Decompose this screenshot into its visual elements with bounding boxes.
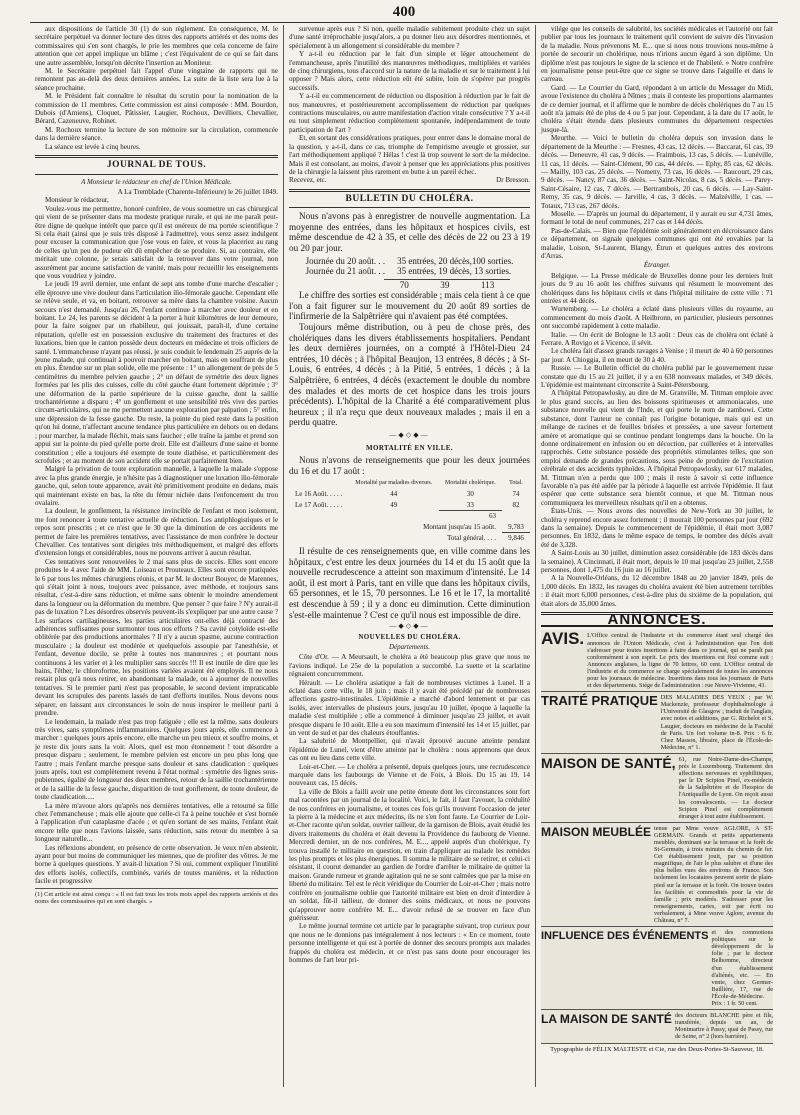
- section-rule: [35, 174, 278, 175]
- mortalite-diverses: 44: [390, 489, 398, 498]
- mortalite-date: Le 17 Août. . . . .: [295, 500, 343, 509]
- letter-paragraph: Voulez-vous me permettre, honoré confrère, de vous soumettre un cas chirurgical qui vient de se présenter dans ma modeste pratique rurale, et qui ne me paraît peut-être digne de quelque intérêt que parce qu'il est onéreux de ma portée scientifique ? Si cela était (ainsi que je suis très disposé à l'admettre), vous serez assez indulgent pour excuser la communication que j'ose vous en faire, et vous la placeriez au rang de celles qu'un peu de pudeur eût dû empêcher de se produire. Si, au contraire, elle méritait une colonne, je serais satisfait de la retrouver dans votre journal, non assurément par aucune satisfaction de vanité, mais pour recueillir les enseignements que vous voudriez y joindre.: [35, 204, 278, 280]
- annonces-section: [541, 630, 773, 1043]
- mortalite-subtotal: 63: [439, 511, 502, 522]
- ad-title: MAISON DE SANTÉ,: [541, 754, 676, 771]
- mortalite-intro: Nous n'avons de renseignements que pour les deux journées du 16 et du 17 août :: [289, 455, 530, 476]
- column-3: [535, 25, 778, 1087]
- seance-paragraph: M. le Président fait connaître le résultat du scrutin pour la nomination de la commission de 11 membres. Cette commission est ainsi composée : MM. Bourdon, Dubois (d'Amiens), Cloquet, Pâtissier, Laugier, Rochoux, Devilliers, Chevallier, Bérard, Cazeneuve, Robinet.: [35, 92, 278, 126]
- ad-influence-evenements: [541, 927, 773, 1010]
- letter-continued-paragraph: Y a-t-il eu réduction par le fait d'un simple et léger attouchement de l'emmancheuse, après l'inutilité des manœuvres méthodiques, multipliées et variées de cinq chirurgiens, tous d'accord sur la nature de la maladie et sur le traitement à lui opposer ? Mais alors, cette réduction eût été subite, loin de s'opérer par progrès successifs.: [289, 50, 530, 92]
- journee-row: [300, 256, 520, 267]
- nouvelles-paragraph: Le même journal termine cet article par le paragraphe suivant, trop curieux pour que nous ne le donnions pas intégralement à nos lecteurs : « En ce moment, toute personne intelligente et qui est à portée de donner des secours prompts aux malades frappés du choléra est médecin, et ce n'est pas sans doute pour encourager les hommes de l'art leur pri-: [289, 922, 530, 964]
- seance-paragraph: M. Rochoux termine la lecture de son mémoire sur la circulation, commencée dans la dernière séance.: [35, 125, 278, 143]
- etranger-paragraph: A Saint-Louis au 30 juillet, diminution assez considérable (de 183 décès dans la semaine). A Cincinnati, il était mort, depuis le 10 mai jusqu'au 23 juillet, 2,558 personnes, dont 1,475 du 16 juin au 16 juillet.: [541, 549, 773, 574]
- etranger-paragraph: Wurtemberg. — Le choléra a éclaté dans plusieurs villes du royaume, au commencement du mois d'août. A Heilbronn, en particulier, plusieurs personnes ont succombé rapidement à cette maladie.: [541, 305, 773, 331]
- nouvelles-paragraph: Hérault. — Le choléra asiatique a fait de nombreuses victimes à Lunel. Il a éclaté dans cette ville, le 18 juin ; mais il y avait été précédé par de nombreuses affections gastro-intestinales. L'épidémie a marché d'abord lentement et par cas isolés, avec intervalles de plusieurs jours, jusqu'au 10 juillet, époque à laquelle la maladie s'est multipliée ; elle a commencé à diminuer jusqu'au 23 juillet, et avait presque disparu le 10 août. Elle a eu son maximum d'intensité les 14 et 15 juillet, par un vent de sud et par des chaleurs étouffantes.: [289, 678, 530, 737]
- mortalite-cholerique: 30: [466, 489, 474, 498]
- ad-maison-de-sante: [541, 754, 773, 823]
- journee-total-sorties: 113: [480, 279, 495, 290]
- section-rule: [35, 155, 278, 158]
- letter-continued-paragraph: Y a-t-il eu commencement de réduction ou disposition à réduction par le fait de nos manœuvres, et postérieurement accomplissement de réduction par quelques contractions musculaires, ou autre manifestation d'action vitale consécutive ? Y a-t-il eu tout simplement réduction complètement spontanée, indépendamment de toute participation de l'art ?: [289, 92, 530, 134]
- letter-paragraph: La douleur, le gonflement, la résistance invincible de l'enfant et mon isolement, me font renoncer à toute tentative actuelle de réduction. Les antiphlogistiques et le repos sont prescrits ; et ce n'est que le 30 que la diminution de ces accidents me permet de faire les premières tentatives, avec l'assistance de mon confrère le docteur Chevallier. Ces tentatives sont dirigées très méthodiquement, et malgré des efforts d'extension longs et considérables, nous ne pouvons arriver à aucun résultat.: [35, 507, 278, 558]
- top-rule: [30, 22, 778, 23]
- mortalite-header: Total.: [509, 480, 523, 487]
- ad-body: L'Office central de l'industrie et du commerce étant seul chargé des annonces de l'Union Médicale, c'est à l'administration que l'on doit s'adresser pour toutes insertions à faire dans ce journal, qui ne paraît pas conformément à son esprit. Le prix des insertions est fixé comme suit : Annonces anglaises, la ligne de 70 lettres, 60 cent. L'Office central de l'industrie et du commerce se charge spécialement de toutes les annonces pour les journaux de médecine. Insertions dans tous les journaux de Paris et des départements. Siége de l'administration : rue Neuve-Vivienne, 43.: [587, 632, 773, 690]
- mortalite-general-row: [289, 533, 530, 544]
- journee-total-entrees: 70: [399, 279, 409, 290]
- nouvelles-paragraph: La ville de Blois a failli avoir une petite émeute dont les circonstances sont fort mal racontées par un journal de la localité. Voici, le fait, il faut l'avouer, la crédulité de nos confrères en journalisme, et toutes ces fois qu'ils trouvent l'occasion de jeter la pierre à la médecine et aux médecins, ils ne s'en font faute. Le Courrier de Loir-et-Cher raconte qu'un soldat, ouvrier tailleur, de la garnison de Blois, avait étudié les divers traitements du choléra et était devenu la Providence du faubourg de Vienne. Mercredi dernier, un de nos confrères, M. E..., appelé auprès d'un cholérique, l'y trouva installé le militaire en question, en train d'appliquer au malade les remèdes les plus prompts et les plus énergiques. Il somma le militaire de se retirer, et celui-ci résistant, il courut demander au gardien de l'ordre d'arrêter le militaire de quitter la maison. Grande rumeur et grande agitation qui ne se sont calmées que par la mise en liberté du militaire. Tel est le récit véridique du Courrier de Loir-et-Cher ; mais notre confrère en journalisme oublie que l'autorité militaire est bien en droit d'interdire à un soldat, fût-il tailleur, de donner des soins médicaux, et nous ne pouvons qu'approuver notre confrère M. E... d'avoir refusé de se trouver en face d'un guérisseur.: [289, 787, 530, 922]
- seance-paragraph: La séance est levée à cinq heures.: [45, 142, 141, 151]
- mortalite-header: Mortalité cholérique.: [444, 480, 496, 487]
- etranger-paragraph: Russie. — Le Bulletin officiel du choléra publié par le gouvernement russe constate que du 15 au 21 juillet, il y a eu 638 nouveaux malades, et 349 décès. L'épidémie est maintenant circonscrite à Saint-Pétersbourg.: [541, 364, 773, 390]
- letter-paragraph: La mère m'avoue alors qu'après nos dernières tentatives, elle a retourné sa fille chez l'emmancheuse ; mais elle ajoute que celle-ci l'a à peine touchée et s'est bornée à l'application d'un cataplasme d'acée ; et qu'en sortant de ses mains, l'enfant était encore telle que nous l'avions laissée, sans réduction, sans retour du membre à sa longueur naturelle...: [35, 801, 278, 844]
- ornament-divider: —◆◇◆—: [389, 431, 430, 439]
- mortalite-montant-label: Montant jusqu'au 15 août.: [423, 523, 496, 531]
- journee-text: 35 entrées, 19 décès, 13 sorties.: [397, 266, 512, 277]
- ad-body: et des commotions politiques sur le développement de la folie ; par le docteur Belhomme, directeur d'un établissement d'aliénés, etc. — En vente, chez Germer-Baillière, 17, rue de l'École-de-Médecine. Prix : 1 fr. 50 cent.: [711, 929, 773, 1008]
- departements-heading: Départements.: [388, 642, 431, 651]
- ad-body: 61, rue Notre-Dame-des-Champs, près le Luxembourg. Traitement des affections nerveuses et syphilitiques, par le Dr Scipion Pinel, ex-médecin de la Salpêtrière et de l'hospice de l'Antiquaille de Lyon. On reçoit aussi les convalescents. — Le docteur Scipion Pinel est complètement étranger à tout autre établissement.: [678, 755, 773, 820]
- ad-body: DES MALADIES DES YEUX ; par W. Mackenzie, professeur d'ophthalmologie à l'Université de Glasgow ; traduit de l'anglais, avec notes et additions, par G. Richelot et S. Laugier, docteurs en médecine de la Faculté de Paris. Un fort volume in-8. Prix : 6 fr. Chez Masson, libraire, place de l'École-de-Médecine, n° 1.: [660, 694, 773, 751]
- ad-avis: [541, 630, 773, 692]
- journee-label: Journée du 20 août. . .: [305, 255, 386, 266]
- mortalite-montant: 9,783: [508, 522, 524, 531]
- journee-table: [300, 256, 520, 277]
- section-rule: [289, 189, 530, 192]
- ad-body: des docteurs BLANCHE père et fils, transférée, depuis un an, de Montmartre à Passy, quai de Passy, rue de Seine, n° 2 (hors barrière).: [674, 1012, 773, 1041]
- page-number: 400: [392, 4, 416, 20]
- ad-title: TRAITÉ PRATIQUE: [541, 693, 658, 709]
- nouvelles-paragraph: Pas-de-Calais. — Bien que l'épidémie soit généralement en décroissance dans ce département, on signale quelques communes qui ont été envahies par la maladie, Loison, St-Laurent, Blangy, Étrun et quelques autres des environs d'Arras.: [541, 226, 773, 260]
- ad-title: MAISON MEUBLÉE: [541, 824, 652, 839]
- mortalite-total: 82: [512, 500, 520, 509]
- ad-traite-pratique: [541, 692, 773, 754]
- letter-paragraph: Le lendemain, la malade n'est pas trop fatiguée ; elle est la même, sans douleurs très vives, sans symptômes inflammatoires. Quelques jours après, elle commence à marcher : quelques jours après encore, elle marche un peu mieux et souffre moins, et je reste dix jours sans la voir. Alors, quel est mon étonnement ! tout désordre a presque disparu ; seulement, le membre pelvien est encore un peu plus long que l'autre ; mais l'enfant marche presque sans douleur et sans claudication : quelques jours après, tout est complètement revenu à l'état normal : symétrie des lignes sous-pubiennes, égalité de longueur des deux membres, retour de la saillie trochantérienne et de la saillie de la fesse gauche, disparition de tout gonflement, de toute douleur, de toute claudication.....: [35, 717, 278, 802]
- ad-maison-meublee: [541, 823, 773, 927]
- bulletin-intro: Nous n'avons pas à enregistrer de nouvelle augmentation. La moyenne des entrées, dans les hôpitaux et hospices civils, est même descendue de 42 à 35, et celle des décès de 22 ou 23 à 19 ou 20 par jour.: [289, 211, 530, 253]
- letter-continued-paragraph: Et, en sortant des considérations pratiques, pour entrer dans le domaine moral de la question, y a-t-il, dans ce cas, triomphe de l'empirisme aveugle et grossier, sur l'art méthodiquement appliqué ? Hélas ! c'est là trop souvent le sort de la médecine. Mais il est consolant, au moins, d'avoir à penser que les appréciations plus positives de la chirurgie la laissent plus rarement en butte à un pareil échec.: [289, 134, 530, 176]
- mortalite-table: [289, 478, 530, 544]
- etranger-paragraph: Italie. — On écrit de Bologne le 13 août : Deux cas de choléra ont éclaté à Ferrare. A Rovigo et à Vicence, il sévit.: [541, 330, 773, 348]
- nouvelles-paragraph: Meurthe. — Voici le bulletin du choléra depuis son invasion dans le département de la Meurthe : — Fresnes, 43 cas, 12 décès. — Baccarat, 61 cas, 39 décès. — Deneuvre, 41 cas, 9 décès. — Fraimbois, 13 cas, 5 décès. — Lunéville, 11 cas, 11 décès. — Saint-Clément, 90 cas, 44 décès. — Ephy, 85 cas, 62 décès. — Mailly, 103 cas, 25 décès. — Nomeny, 73 cas, 16 décès. — Raucourt, 29 cas, 9 décès. — Nancy, 87 cas, 36 décès. — Saint-Nicolas, 8 cas, 5 décès. — Parey-Saint-Césaire, 12 cas, 7 décès. — Bertrambois, 20 cas, 6 décès. — Lay-Saint-Remy, 35 cas, 9 décès. — Jarville, 4 cas, 3 décès. — Malzéville, 1 cas. — Totaux, 713 cas, 267 décès.: [541, 134, 773, 210]
- mortalite-row: [289, 489, 530, 500]
- etranger-paragraph: A la Nouvelle-Orléans, du 12 décembre 1848 au 20 janvier 1849, près de 1,000 décès. En 1832, les ravages du choléra avaient été bien autrement terribles : il était mort 6,000 personnes, c'est-à-dire plus du sixième de la population, qui était alors de 35,000 âmes.: [541, 574, 773, 608]
- typography-credit: Typographie de FÉLIX MALTESTE et Cie, rue des Deux-Portes-St-Sauveur, 18.: [550, 1045, 764, 1053]
- ad-title: AVIS.: [541, 629, 585, 649]
- bulletin-body: [289, 211, 530, 620]
- letter-signoff: [289, 176, 530, 184]
- column-1: [30, 25, 283, 1087]
- nouvelles-paragraph: Moselle. — D'après un journal du département, il y aurait eu sur 4,731 âmes, formant le total de neuf communes, 217 cas et 144 décès.: [541, 209, 773, 227]
- letter-dateline: A La Tremblade (Charente-Inférieure) le 26 juillet 1849.: [117, 187, 278, 196]
- ornament-divider: —◆◇◆—: [389, 622, 430, 631]
- journee-row: [300, 266, 520, 277]
- letter-signature: Dr Bresson.: [496, 176, 530, 185]
- nouvelles-paragraph: La salubrité de Montpellier, qui n'avait éprouvé aucune atteinte pendant l'épidémie de Lunel, vient d'être atteinte par le choléra : nous apprenons que deux cas ont eu lieu dans cette ville.: [289, 737, 530, 763]
- etranger-paragraph: Le choléra fait d'assez grands ravages à Venise ; il meurt de 40 à 60 personnes par jour. A Chioggia, il en meurt de 30 à 40.: [541, 347, 773, 364]
- letter-address: A Monsieur le rédacteur en chef de l'Union Médicale.: [81, 177, 232, 186]
- mortalite-diverses: 49: [390, 500, 398, 509]
- mortalite-header-row: [289, 478, 530, 489]
- letter-paragraph: Les réflexions abondent, en présence de cette observation. Je veux m'en abstenir, ayant pour but moins de communiquer les miennes, que de profiter des vôtres. Je me borne à quelques questions. Y avait-il luxation ? Si oui, comment expliquer l'inutilité des efforts isolés, collectifs, combinés, variés de toutes manières, et la réduction facile et progressive: [35, 843, 278, 886]
- section-heading-journal: JOURNAL DE TOUS.: [106, 160, 207, 171]
- bulletin-heading: BULLETIN DU CHOLÉRA.: [345, 193, 474, 204]
- mortalite-general: 9,846: [502, 533, 530, 544]
- seance-paragraph: M. le Secrétaire perpétuel fait l'appel d'une vingtaine de rapports qui ne remontent pas au-delà des deux dernières années. La suite de la liste sera lue à la séance prochaine.: [35, 67, 278, 92]
- seance-paragraph: aux dispositions de l'article 30 (1) de son règlement. En conséquence, M. le secrétaire perpétuel va donner lecture des titres des rapports arriérés et des noms des commissaires qui s'en sont chargés, le prie les membres que cela concerne de faire attention que cet appel implique un blâme ; c'est l'équivalent de ce qui se fait dans une autre assemblée, lorsqu'on décrète l'insertion au Moniteur.: [35, 25, 278, 67]
- etranger-paragraph: États-Unis. — Nous avons des nouvelles de New-York au 30 juillet, le choléra y reprend encore assez fortement ; il mourait 100 personnes par jour (692 dans la semaine). Depuis le commencement de l'épidémie, il était mort 3,087 personnes. En 1832, dans le même espace de temps, le nombre des décès avait été de 3,328.: [541, 507, 773, 549]
- ad-body: tenue par Mme veuve AGLORE, A ST-GERMAIN. Grands et petits appartements meublés, dominant sur la terrasse et la forêt de St-Germain, à trois minutes du chemin de fer. Cet établissement jouit, par sa position magnifique, de l'air le plus salubre et d'une des plus belles vues des environs de France. Son isolement les locataires peuvent sortir de plain-pied sur la terrasse et la forêt. On trouve toutes les facilités et commodités pour la vie de famille ; prix modérés. S'adresser pour les renseignements, cartes, soit par écrit ou verbalement, à Mme veuve Aglore, avenue du Château, n° 7.: [654, 824, 773, 924]
- ad-maison-blanche: [541, 1010, 773, 1043]
- nouvelles-heading: NOUVELLES DU CHOLÉRA.: [358, 632, 461, 641]
- nouvelles-paragraph: Côte d'Or. — A Meursault, le choléra a été beaucoup plus grave que nous ne l'avions indiqué. Le 25e de la population a succombé. La suette et la scarlatine régnaient concurremment.: [289, 653, 530, 679]
- mortalite-date: Le 16 Août. . . . .: [295, 489, 343, 498]
- mortalite-general-label: Total général. . . .: [447, 534, 496, 543]
- mortalite-total: 74: [512, 489, 520, 498]
- letter-paragraph: Le jeudi 19 avril dernier, une enfant de sept ans tombe d'une marche d'escalier ; elle éprouve une vive douleur dans l'articulation ilio-fémorale gauche. Cependant elle se relève seule, et va, en boitant, retrouver sa mère dans la chambre voisine. Aucun secours n'est demandé. Jusqu'au 26, l'enfant continue à marcher avec douleur et en boitant. Le 24, les parents se décident à la porter à huit kilomètres de leur demeure, pour la faire soigner par un rhabilleur, qui jouissait, paraît-il, d'une certaine réputation, qu'elle est en possession exclusive du traitement des fractures et des luxations, bien que le canton possède deux docteurs en médecine et trois officiers de santé. L'emmancheuse n'ayant pas réussi, je suis conduit le lendemain 25 auprès de la jeune malade, qui continuait à pouvoir marcher en boitant, mais en souffrant de plus en plus. Étendue sur un plan solide, elle me présente : 1° un allongement de près de 5 centimètres du membre pelvien gauche ; 2° un défaut de symétrie des deux lignes formées par les plis des cuisses, celle du côté gauche étant fortement déprimée ; 3° une déformation de la partie supérieure de la cuisse gauche, dont la saillie trochantérienne a disparu ; 4° un gonflement et une sensibilité très vive des parties circum-articulaires, qui ne me permettent aucune exploration par palpation ; 5° enfin, une dépression de la fesse gauche. Du reste, la pointe du pied reste dans la position qu'on lui donne, n'affectant aucune tendance plus particulière en dehors ou en dedans ; pour marcher, la malade fléchit, mais sans faucher ; elle traîne la jambe et prend son appui sur la pointe du pied qu'elle porte droit. Elle est d'ailleurs d'une saine et bonne constitution ; elle a toujours été exempte de toute diathèse, et particulièrement des scrofules ; et au moment de son accident elle se portait parfaitement bien.: [35, 280, 278, 465]
- nouvelles-paragraph: Loir-et-Cher. — Le choléra a présenté, depuis quelques jours, une recrudescence marquée dans les faubourgs de Vienne et de Foix, à Blois. Du 15 au 19, 14 nouveaux cas, 15 décès.: [289, 762, 530, 788]
- mortalite-subtotal-row: [289, 511, 530, 522]
- mortalite-heading: MORTALITÉ EN VILLE.: [365, 443, 454, 452]
- etranger-paragraph: Belgique. — La Presse médicale de Bruxelles donne pour les derniers huit jours du 9 au 16 août les chiffres suivants qui résument le mouvement des cholériques dans les hôpitaux civils et dans l'hôpital militaire de cette ville : 71 entrées et 44 décès.: [541, 271, 773, 305]
- annonces-heading: ANNONCES.: [541, 612, 773, 627]
- column-2: [283, 25, 535, 1087]
- letter-paragraph: Ces tentatives sont renouvelées le 2 mai sans plus de succès. Elles sont encore produites le 4 avec l'aide de MM. Loiseau et Prouteaux. Elles sont encore pratiquées le 6 par tous les mêmes chirurgiens réunis, et par M. le docteur Bouyer, de Marennes, qui s'était joint à nous, toujours avec puissance, avec méthode, et toujours sans résultat, c'est-à-dire sans réduction, et même sans obtenir le moindre amendement dans la longueur ou la déformation du membre. Que penser ? que faire ? N'y aurait-il pas de luxation ? Les désordres observés peuvent-ils s'expliquer par une autre cause ? Les surfaces cartilagineuses, les parties articulaires ont-elles déjà contracté des adhérences suffisantes pour surmonter tous nos efforts ? Sa cavité cotyloïde est-elle oblitérée par des productions anormales ? Il n'y a aucun spasme, aucune contraction musculaire ; la douleur est modérée et quelquefois assoupie par l'anesthésie, et l'enfant, devenue docile, se prête à toutes nos manœuvres ; et pourtant nous continuons à les varier et à les multiplier sans succès !!! Il est inutile de dire que les bains, l'éther, le chloroforme, les positions variées avaient été employés. Il ne nous restait plus qu'à nous retirer, en abandonnant la malade, ou à ajourner de nouvelles tentatives. Si le premier parti n'est pas proposable, le second devient impraticable devant les scrupules des parents lassés de tant d'efforts inutiles. Nous devons nous séparer, en laissant aux circonstances le soin de nous inspirer le meilleur parti à prendre.: [35, 557, 278, 718]
- mortalite-header: Mortalité par maladies diverses.: [355, 480, 433, 487]
- mortalite-cholerique: 33: [466, 500, 474, 509]
- etranger-paragraph: A l'hôpital Petropawlosky, au dire de M. Granville, M. Tittman emploie avec le plus grand succès, au lieu des boissons spiritueuses et ammoniacales, une substance nouvelle qui vient de l'Inde, et qui porte le nom de zambowi. Cette substance, dont l'auteur ne connaît pas l'origine botanique, mais qui est un mélange de racines et de feuilles brisées et pressées, a une saveur fortement amère et aromatique qui se continue pendant longtemps dans la bouche. On la donne ordinairement en infusion ou en décoction, par cuillerées et à intervalles rapprochés. Cette substance possède des propriétés stimulantes telles, que son emploi demande de grandes précautions, sous peine de produire de l'excitation cérébrale et des accidents typhoïdes. A l'hôpital Petropawlosky, sur 617 malades, M. Tittman n'en a perdu que 100 ; mais il reste à savoir si cette influence favorable n'a pas été aidée par la période à laquelle est arrivée l'épidémie. Il faut espérer que cette substance sera bientôt connue, et que M. Tittman nous communiquera les merveilleux résultats qu'il en a obtenus.: [541, 389, 773, 507]
- bulletin-paragraph: Le chiffre des sorties est considérable ; mais cela tient à ce que l'on a fait figurer sur le mouvement du 20 août 89 sorties de l'infirmerie de la Salpêtrière qui n'avaient pas été comptées.: [289, 290, 530, 322]
- journee-total-deces: 39: [440, 279, 450, 290]
- journee-label: Journée du 21 août. . .: [305, 266, 386, 277]
- seance-report: [35, 25, 278, 151]
- etranger-heading: Étranger.: [643, 261, 671, 270]
- journee-totals: [384, 279, 510, 291]
- journee-text: 35 entrées, 20 décès,100 sorties.: [397, 255, 514, 266]
- section-rule: [289, 207, 530, 208]
- ad-title: INFLUENCE DES ÉVÉNEMENTS: [541, 930, 709, 943]
- mortalite-row: [289, 500, 530, 511]
- nouvelles-paragraph: Gard. — Le Courrier du Gard, répondant à un article du Messager du Midi, avoue l'existence du choléra à Nîmes ; mais il conteste les proportions alarmantes de ce dernier journal, et il affirme que le nombre de décès cholériques du 7 au 15 août n'a jamais été de plus de 4 ou 5 par jour. Cependant, à la date du 17 août, le choléra s'était étendu dans plusieurs communes du département respectées jusque-là.: [541, 83, 773, 134]
- columns: [30, 25, 778, 1087]
- mortalite-paragraph: Il résulte de ces renseignements que, en ville comme dans les hôpitaux, c'est entre les deux journées du 14 et du 15 août que la nouvelle recrudescence a atteint son maximum d'intensité. Le 14 août, il est mort à Paris, tant en ville que dans les hôpitaux civils, 65 personnes, et le 15, 70 personnes. Le 16 et le 17, la mortalité est descendue à 59 ; il y a donc eu diminution. Cette diminution s'est-elle maintenue ? C'est ce qu'il nous est impossible de dire.: [289, 545, 530, 620]
- ad-title: LA MAISON DE SANTÉ: [541, 1012, 672, 1027]
- footnote: (1) Cet article est ainsi conçu : « Il est fait tous les trois mois appel des rapports arriérés et des noms des commissaires qui en sont chargés. »: [35, 888, 278, 906]
- letter-salutation: Monsieur le rédacteur,: [45, 196, 109, 205]
- nouvelles-paragraph: vilége que les conseils de salubrité, les sociétés médicales et l'autorité ont fait publier par tous les journaux le traitement qu'il convient de suivre dès l'invasion de la maladie. Nous prévenons M. E... que si nous nous trouvions nous-même à portée de secourir un cholérique, nous n'irions aucun égard à son diplôme. Un diplôme n'est pas toujours le signe de la science et de l'habileté. » Notre confrère en journalisme pense peut-être que ce signe se trouve dans l'aiguille et dans le carreau.: [541, 25, 773, 84]
- letter-continued-paragraph: survenue après eux ? Si non, quelle maladie subitement produite chez un sujet d'une santé irréprochable jusqu'alors, a pu donner lieu aux désordres mentionnés, et spécialement à un allongement si considérable du membre ?: [289, 25, 530, 50]
- mortalite-montant-row: [289, 522, 530, 533]
- bulletin-paragraph: Toujours même distribution, ou à peu de chose près, des cholériques dans les divers établissements hospitaliers. Pendant les deux dernières journées, on a compté à l'Hôtel-Dieu 24 entrées, 10 décès ; à l'hôpital Beaujon, 13 entrées, 8 décès ; à St-Louis, 6 entrées, 4 décès ; à la Pitié, 5 entrées, 1 décès ; à la Salpêtrière, 6 entrées, 4 décès (exactement le double du nombre des malades et des morts de cet hospice dans les trois jours précédents). L'hôpital de la Charité a été comparativement plus heureux ; il n'a reçu que deux nouveaux malades ; mais il en a perdu quatre.: [289, 322, 530, 428]
- letter-paragraph: Malgré la privation de toute exploration manuelle, à laquelle la malade s'oppose avec la plus grande énergie, je n'hésite pas à diagnostiquer une luxation ilio-fémorale gauche, qui, selon toute apparence, avait été primitivement produite en dedans, mais qui maintenant existe en bas, la tête du fémur nichée dans l'enfoncement du trou ovalaire.: [35, 465, 278, 507]
- letter-closing: Recevez, etc.: [289, 176, 327, 185]
